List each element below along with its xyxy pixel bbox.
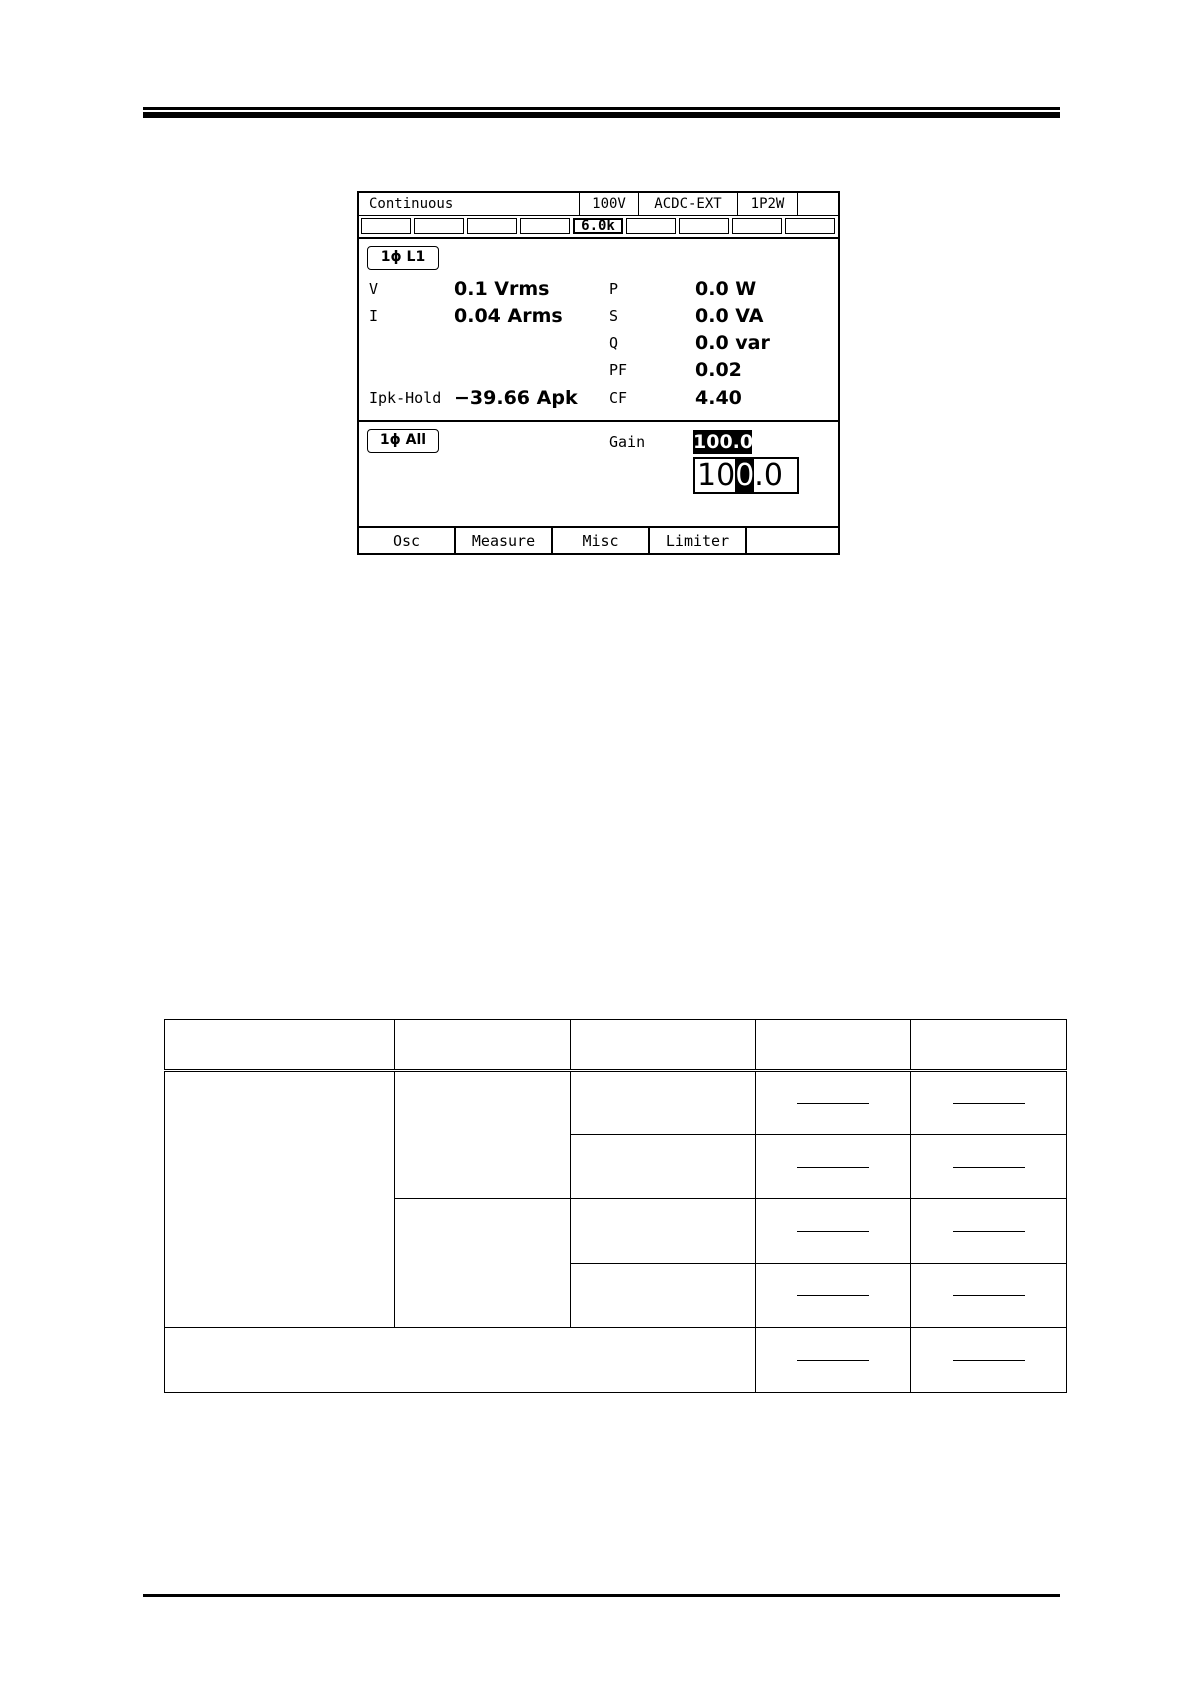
- fill-in-line: [797, 1295, 869, 1296]
- table-cell: [165, 1327, 756, 1392]
- fkey-misc[interactable]: Misc: [553, 528, 650, 555]
- footer-rule: [143, 1594, 1060, 1597]
- blank-entry-cell: [756, 1071, 911, 1135]
- status-blank: [798, 193, 838, 215]
- fill-in-line: [953, 1103, 1025, 1104]
- s-label: S: [609, 307, 619, 325]
- blank-entry-cell: [911, 1135, 1067, 1199]
- tab-slot[interactable]: [414, 218, 464, 234]
- table-header-cell: [911, 1020, 1067, 1071]
- fill-in-line: [953, 1231, 1025, 1232]
- i-label: I: [369, 307, 379, 325]
- blank-entry-cell: [911, 1327, 1067, 1392]
- status-wiring: 1P2W: [738, 193, 798, 215]
- ipk-label: Ipk-Hold: [369, 389, 442, 407]
- fill-in-line: [797, 1167, 869, 1168]
- tab-bar: [359, 216, 838, 239]
- tab-slot[interactable]: [626, 218, 676, 234]
- tab-slot[interactable]: [520, 218, 570, 234]
- lcd-screen: [357, 191, 840, 555]
- fkey-blank[interactable]: [747, 528, 838, 555]
- gain-edit-cursor: 0: [735, 458, 755, 493]
- pf-value: 0.02: [695, 359, 742, 381]
- tab-slot[interactable]: [467, 218, 517, 234]
- table-cell: [165, 1071, 395, 1328]
- header-rule-thick: [143, 112, 1060, 118]
- gain-value[interactable]: 100.0: [693, 431, 754, 453]
- record-table: [164, 1019, 1066, 1393]
- blank-entry-cell: [911, 1199, 1067, 1263]
- tab-active[interactable]: 6.0k: [573, 218, 623, 234]
- status-coupling: ACDC-EXT: [639, 193, 738, 215]
- fill-in-line: [953, 1360, 1025, 1361]
- v-value: 0.1 Vrms: [454, 278, 550, 300]
- header-rule-thin: [143, 107, 1060, 110]
- phase-badge-l1: 1ϕ L1: [367, 246, 439, 270]
- table-cell: [571, 1263, 756, 1327]
- p-value: 0.0 W: [695, 278, 757, 300]
- i-value: 0.04 Arms: [454, 305, 563, 327]
- s-value: 0.0 VA: [695, 305, 764, 327]
- function-key-bar: [359, 526, 838, 555]
- blank-entry-cell: [756, 1199, 911, 1263]
- tab-slot[interactable]: [361, 218, 411, 234]
- fill-in-line: [797, 1231, 869, 1232]
- status-range: 100V: [580, 193, 639, 215]
- table-header-cell: [165, 1020, 395, 1071]
- table-row: [165, 1071, 1067, 1135]
- table-header-cell: [571, 1020, 756, 1071]
- cf-label: CF: [609, 389, 628, 407]
- blank-entry-cell: [756, 1263, 911, 1327]
- fkey-limiter[interactable]: Limiter: [650, 528, 747, 555]
- tab-slot[interactable]: [732, 218, 782, 234]
- table-header-cell: [756, 1020, 911, 1071]
- blank-entry-cell: [911, 1071, 1067, 1135]
- fill-in-line: [953, 1167, 1025, 1168]
- q-value: 0.0 var: [695, 332, 770, 354]
- blank-entry-cell: [911, 1263, 1067, 1327]
- phase-badge-all: 1ϕ All: [367, 429, 439, 453]
- fkey-measure[interactable]: Measure: [456, 528, 553, 555]
- gain-editor-field[interactable]: [693, 457, 799, 494]
- table-cell: [571, 1199, 756, 1263]
- gain-label: Gain: [609, 433, 646, 451]
- gain-edit-after: .0: [754, 458, 783, 493]
- tab-slot[interactable]: [785, 218, 835, 234]
- gain-edit-before: 10: [697, 458, 736, 493]
- table-cell: [395, 1199, 571, 1327]
- p-label: P: [609, 280, 619, 298]
- tab-slot[interactable]: [679, 218, 729, 234]
- blank-entry-cell: [756, 1327, 911, 1392]
- pf-label: PF: [609, 361, 628, 379]
- section-divider: [359, 420, 838, 422]
- status-mode: Continuous: [359, 193, 580, 215]
- table-row: [165, 1327, 1067, 1392]
- fill-in-line: [953, 1295, 1025, 1296]
- ipk-value: −39.66 Apk: [454, 387, 578, 409]
- cf-value: 4.40: [695, 387, 742, 409]
- table-header-row: [165, 1020, 1067, 1071]
- q-label: Q: [609, 334, 619, 352]
- v-label: V: [369, 280, 379, 298]
- status-bar: [359, 193, 838, 216]
- table-cell: [395, 1071, 571, 1199]
- fill-in-line: [797, 1103, 869, 1104]
- blank-entry-cell: [756, 1135, 911, 1199]
- table-cell: [571, 1135, 756, 1199]
- table-cell: [571, 1071, 756, 1135]
- table-header-cell: [395, 1020, 571, 1071]
- fkey-osc[interactable]: Osc: [359, 528, 456, 555]
- fill-in-line: [797, 1360, 869, 1361]
